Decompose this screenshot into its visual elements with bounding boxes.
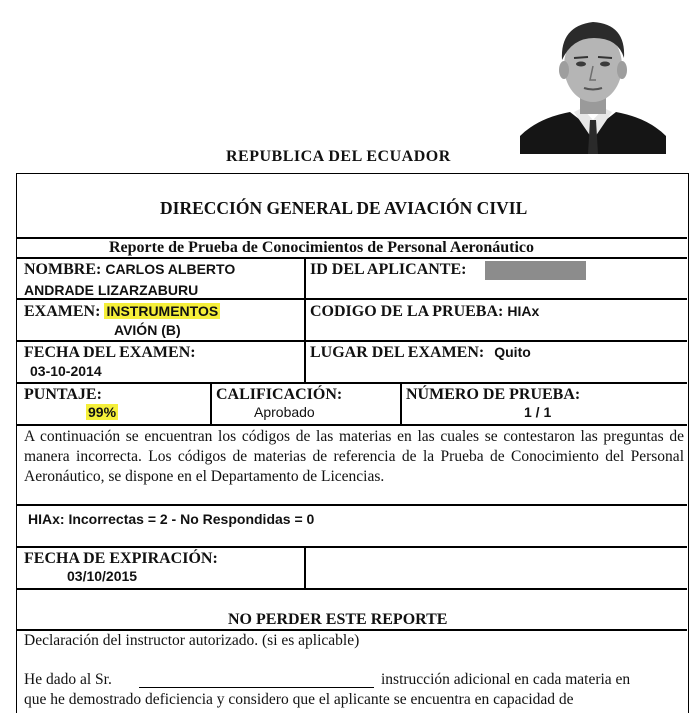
exam-place-field [310, 344, 531, 362]
name-value-line1: CARLOS ALBERTO [105, 261, 236, 277]
expiration-label: FECHA DE EXPIRACIÓN: [24, 550, 218, 567]
incorrect-codes-note: A continuación se encuentran los códigos de las materias en las cuales se contestaron las preguntas de manera incorrecta. Los códigos de materias de referencia de la Prueba de Conocimiento del Personal Aeronáutico, se dispone en el Departamento de Licencias. [24, 428, 684, 485]
country-title: REPUBLICA DEL ECUADOR [226, 148, 451, 165]
test-code-label: CODIGO DE LA PRUEBA: [310, 303, 504, 320]
name-field [24, 261, 235, 279]
exam-place-label: LUGAR DEL EXAMEN: [310, 344, 485, 361]
exam-date-label: FECHA DEL EXAMEN: [24, 344, 196, 361]
given-prefix: He dado al Sr. [24, 671, 112, 688]
expiration-value: 03/10/2015 [67, 568, 138, 584]
applicant-id-label: ID DEL APLICANTE: [310, 261, 467, 278]
test-number-value: 1 / 1 [524, 404, 552, 420]
score-label: PUNTAJE: [24, 386, 102, 403]
do-not-lose-warning [228, 611, 447, 630]
test-code-field [310, 303, 539, 321]
grade-value: Aprobado [254, 404, 315, 420]
cut-off-line: que he demostrado deficiencia y considero que el aplicante se encuentra en capacidad de [24, 691, 574, 708]
exam-date-value: 03-10-2014 [30, 363, 102, 379]
instructor-statement: Declaración del instructor autorizado. (si es aplicable) [24, 632, 360, 649]
test-code-value: HIAx [507, 303, 540, 319]
name-value-line2: ANDRADE LIZARZABURU [24, 282, 199, 298]
exam-label: EXAMEN: [24, 303, 101, 320]
knowledge-test-report [16, 173, 689, 713]
do-not-lose-warning-text: NO PERDER ESTE REPORTE [228, 611, 448, 628]
given-suffix: instrucción adicional en cada materia en [381, 671, 631, 688]
exam-value: INSTRUMENTOS [106, 303, 219, 319]
exam-place-value: Quito [494, 344, 531, 360]
grade-label: CALIFICACIÓN: [216, 386, 343, 403]
test-number-label: NÚMERO DE PRUEBA: [406, 386, 581, 403]
score-value: 99% [88, 404, 117, 420]
report-title: Reporte de Prueba de Conocimientos de Personal Aeronáutico [109, 239, 534, 256]
redacted-applicant-id [485, 261, 586, 280]
applicant-photo [518, 8, 668, 154]
exam-subtype: AVIÓN (B) [114, 322, 181, 338]
exam-field [24, 303, 220, 321]
incorrect-summary: HIAx: Incorrectas = 2 - No Respondidas = 0 [28, 511, 315, 527]
agency-title: DIRECCIÓN GENERAL DE AVIACIÓN CIVIL [160, 198, 528, 218]
name-label: NOMBRE: [24, 261, 102, 278]
student-name-blank[interactable] [139, 687, 374, 688]
